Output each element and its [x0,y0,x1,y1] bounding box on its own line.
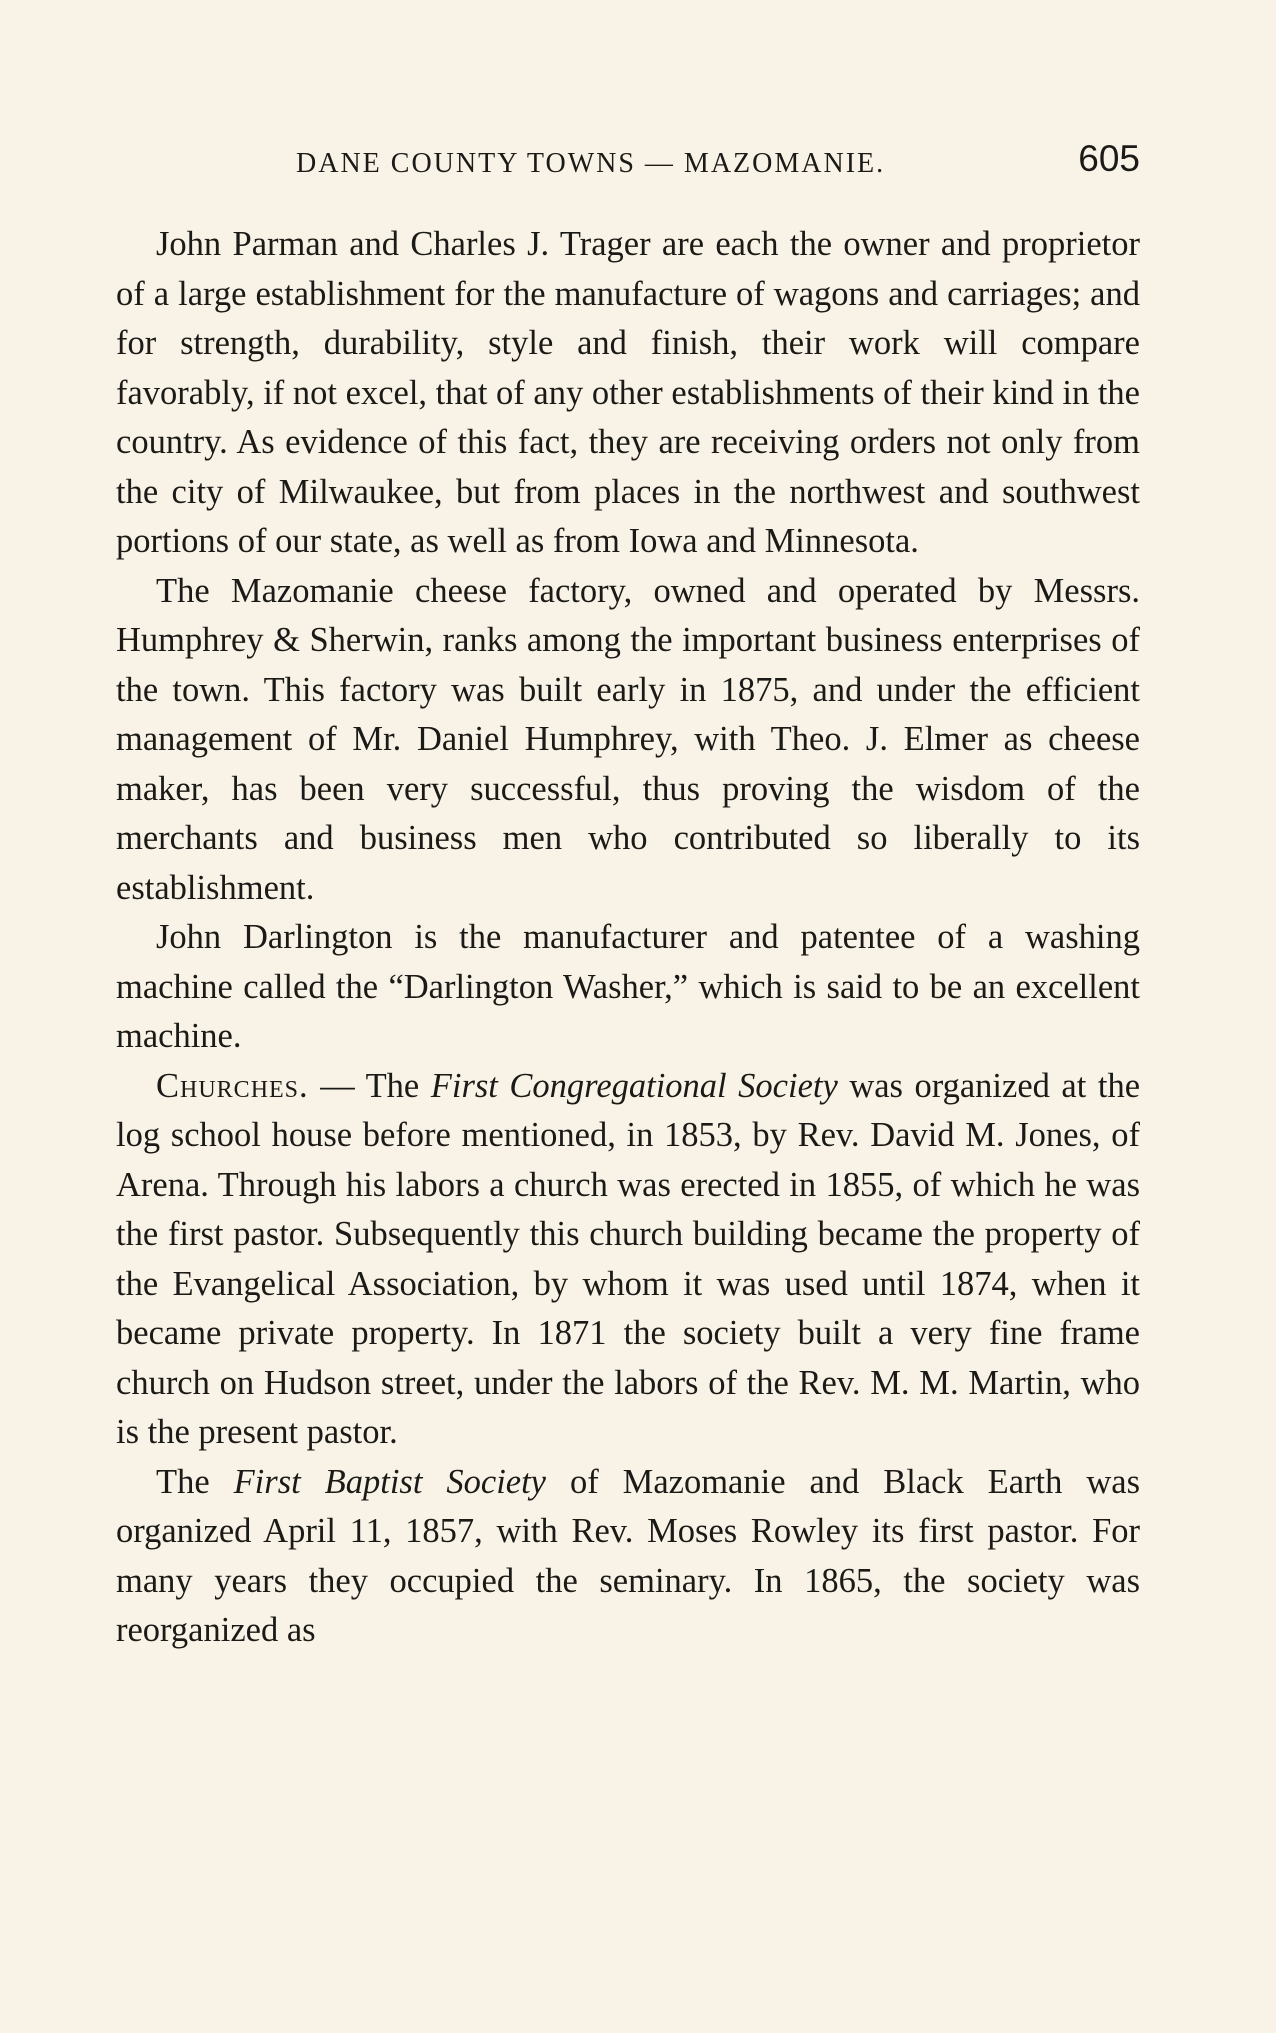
running-head-title: DANE COUNTY TOWNS — MAZOMANIE. [296,148,886,179]
body-text [116,220,1140,1656]
paragraph-cheese-factory: The Mazomanie cheese factory, owned and operated by Messrs. Humphrey & Sherwin, ranks among the important business enterprises of the town. This factory was built early in 1875, and under the efficient management of Mr. Daniel Humphrey, with Theo. J. Elmer as cheese maker, has been very successful, thus proving the wisdom of the merchants and business men who contributed so liberally to its establishment. [116,571,1140,907]
paragraph-washing-machine: John Darlington is the manufacturer and patentee of a washing machine called the “Darlington Washer,” which is said to be an excellent machine. [116,918,1140,1055]
paragraph-baptist-lead: The [156,1462,234,1501]
society-name-congregational: First Congregational Society [430,1066,838,1105]
heading-dash: — The [308,1066,431,1105]
paragraph-baptist [116,1458,1140,1656]
paragraph-wagon-makers: John Parman and Charles J. Trager are each the owner and proprietor of a large establishment for the manufacture of wagons and carriages; and for strength, durability, style and finish, their work will compare favorably, if not excel, that of any other establishments of their kind in the country. As evidence of this fact, they are receiving orders not only from the city of Milwaukee, but from places in the northwest and southwest portions of our state, as well as from Iowa and Minnesota. [116,225,1140,560]
running-head [116,138,1140,188]
paragraph-churches [116,1062,1140,1458]
page-number: 605 [1078,138,1140,179]
paragraph-churches-text: was organized at the log school house before mentioned, in 1853, by Rev. David M. Jones, of Arena. Through his labors a church was erected in 1855, of which he was the first pastor. Subsequently this church building became the property of the Evangelical Association, by whom it was used until 1874, when it became private property. In 1871 the society built a very fine frame church on Hudson street, under the labors of the Rev. M. M. Martin, who is the present pastor. [116,1066,1141,1451]
society-name-baptist: First Baptist Society [233,1462,546,1501]
paragraph-baptist-text: of Mazomanie and Black Earth was organized April 11, 1857, with Rev. Moses Rowley its first pastor. For many years they occupied the seminary. In 1865, the society was reorganized as [116,1462,1140,1649]
section-heading-churches: Churches. [156,1066,309,1105]
